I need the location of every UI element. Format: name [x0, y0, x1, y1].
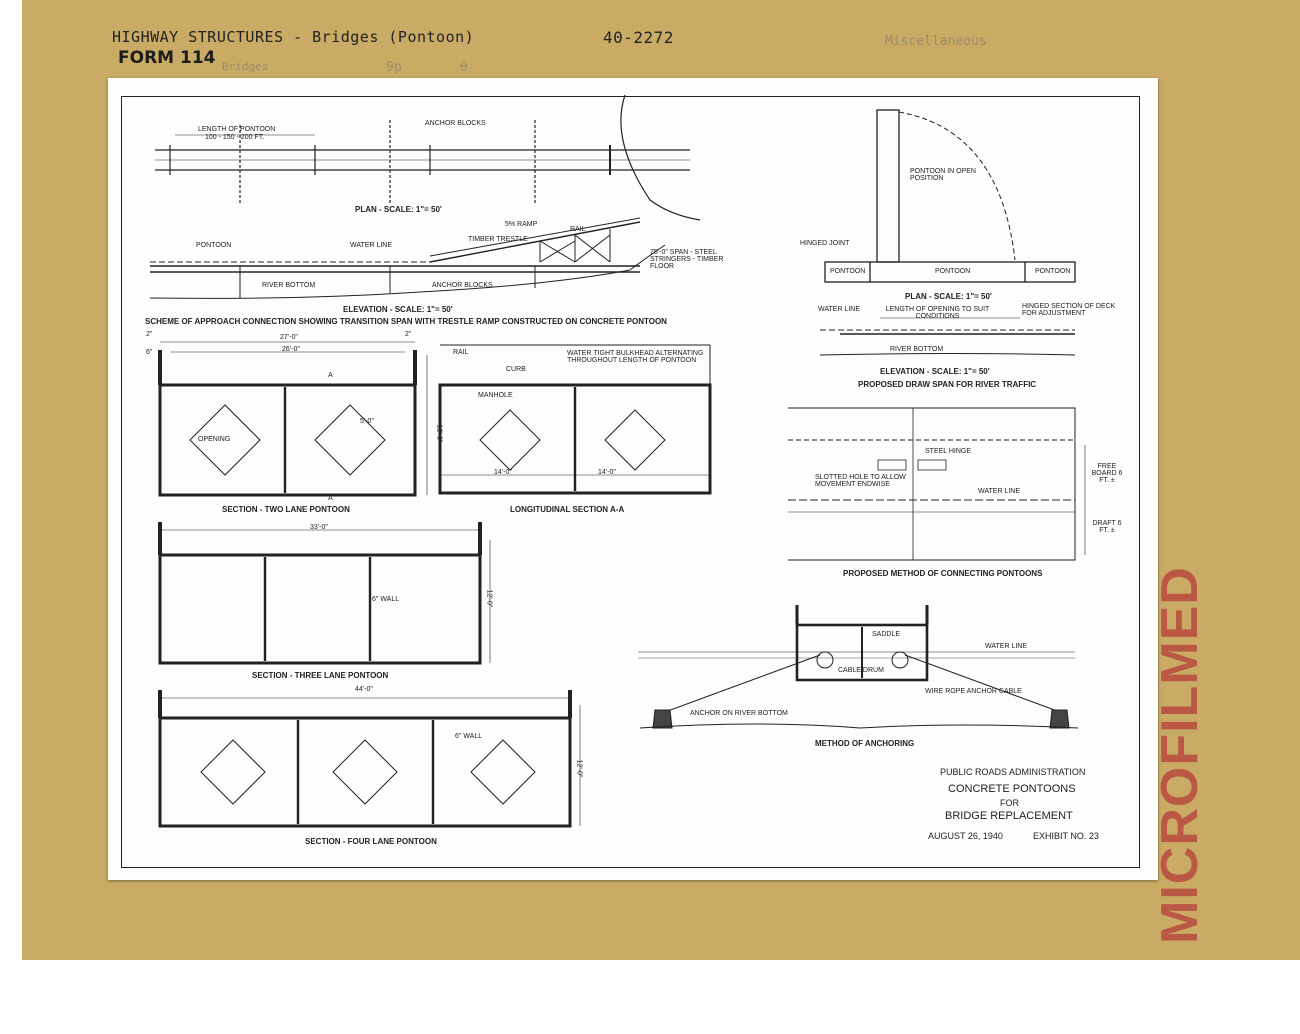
label-rail-long: RAIL [453, 349, 469, 356]
dim-33: 33'-0" [310, 524, 328, 531]
label-rail: RAIL [570, 226, 586, 233]
section-two-lane [160, 342, 427, 495]
dim-27: 27'-0" [280, 334, 298, 341]
faint-sub3: 0 [460, 60, 468, 75]
label-curb: CURB [506, 366, 526, 373]
plan-view-left [155, 95, 700, 220]
connecting-caption: PROPOSED METHOD OF CONNECTING PONTOONS [843, 569, 1043, 578]
dim-6in-left: 6" [146, 349, 153, 356]
label-water-line-c: WATER LINE [978, 488, 1021, 495]
dim-12-two: 12'-0" [435, 424, 443, 443]
label-timber-trestle: TIMBER TRESTLE [468, 236, 528, 243]
label-plan-pontoon-1: PONTOON [830, 268, 866, 275]
dim-5-a: 5'-0" [360, 418, 374, 425]
label-pontoon: PONTOON [196, 242, 232, 249]
section-three-lane [160, 522, 493, 663]
label-freeboard: FREE BOARD 6 FT. ± [1091, 463, 1123, 484]
label-steel-hinge: STEEL HINGE [925, 448, 972, 455]
label-anchor-river: ANCHOR ON RIVER BOTTOM [690, 710, 788, 717]
scheme-caption: SCHEME OF APPROACH CONNECTION SHOWING TRANSITION SPAN WITH TRESTLE RAMP CONSTRUCTED ON CONCRETE PONTOON [145, 317, 667, 326]
form-number: FORM 114 [118, 48, 216, 68]
faint-sub2: 9p [386, 60, 402, 75]
label-cable-drum: CABLE DRUM [838, 667, 884, 674]
label-elevation-scale-right: ELEVATION - SCALE: 1"= 50' [880, 367, 990, 376]
dim-14-b: 14'-0" [598, 469, 616, 476]
anchoring-caption: METHOD OF ANCHORING [815, 739, 915, 748]
dim-12-four: 12'-0" [575, 759, 583, 778]
microfilmed-stamp: MICROFILMED [1151, 566, 1209, 944]
longitudinal-section [440, 345, 710, 493]
title-agency: PUBLIC ROADS ADMINISTRATION [940, 767, 1086, 777]
label-ramp: 5% RAMP [505, 221, 538, 228]
label-river-bottom: RIVER BOTTOM [262, 282, 316, 289]
label-draft: DRAFT 6 FT. ± [1092, 520, 1122, 534]
label-water-line-r: WATER LINE [818, 306, 861, 313]
title-line3: BRIDGE REPLACEMENT [945, 810, 1073, 822]
label-anchor-blocks-2: ANCHOR BLOCKS [432, 282, 493, 289]
label-plan-scale-right: PLAN - SCALE: 1"= 50' [905, 292, 992, 301]
header-category: HIGHWAY STRUCTURES - Bridges (Pontoon) [112, 28, 475, 46]
label-wall-6-three: 6" WALL [372, 596, 400, 603]
draw-span-caption: PROPOSED DRAW SPAN FOR RIVER TRAFFIC [858, 380, 1037, 389]
label-manhole: MANHOLE [478, 392, 513, 399]
section-two-caption: SECTION - TWO LANE PONTOON [222, 505, 350, 514]
label-plan-scale-left: PLAN - SCALE: 1"= 50' [355, 205, 442, 214]
section-four-lane [160, 690, 583, 826]
label-length-values: 100 - 150 - 200 FT. [205, 134, 265, 141]
label-span-note: 75'-0" SPAN - STEEL STRINGERS - TIMBER FLOOR [650, 249, 724, 270]
title-line1: CONCRETE PONTOONS [948, 783, 1076, 795]
label-water-line-a: WATER LINE [985, 643, 1028, 650]
label-hinged-joint: HINGED JOINT [800, 240, 850, 247]
section-a-top: A [328, 372, 333, 379]
elevation-view-left [150, 218, 665, 298]
dim-44: 44'-0" [355, 686, 373, 693]
dim-2in-right: 2" [405, 331, 412, 338]
title-exhibit: EXHIBIT NO. 23 [1033, 831, 1099, 841]
faint-sub1: Bridges [222, 60, 269, 73]
faint-topright: Miscellaneous [885, 34, 987, 49]
longitudinal-caption: LONGITUDINAL SECTION A-A [510, 505, 625, 514]
title-line2: FOR [1000, 798, 1019, 808]
section-three-caption: SECTION - THREE LANE PONTOON [252, 671, 389, 680]
label-bulkhead: WATER TIGHT BULKHEAD ALTERNATING THROUGHOUT LENGTH OF PONTOON [567, 350, 704, 364]
label-elevation-scale-left: ELEVATION - SCALE: 1"= 50' [343, 305, 453, 314]
label-anchor-blocks: ANCHOR BLOCKS [425, 120, 486, 127]
file-number: 40-2272 [603, 28, 674, 47]
label-wall-6-four: 6" WALL [455, 733, 483, 740]
label-length-opening: LENGTH OF OPENING TO SUIT CONDITIONS [885, 306, 990, 320]
label-plan-pontoon-2: PONTOON [935, 268, 971, 275]
dim-2in-left: 2" [146, 331, 153, 338]
section-four-caption: SECTION - FOUR LANE PONTOON [305, 837, 437, 846]
dim-12-three: 12'-0" [485, 589, 493, 608]
label-water-line: WATER LINE [350, 242, 393, 249]
label-river-bottom-r: RIVER BOTTOM [890, 346, 944, 353]
elevation-view-right [820, 318, 1075, 355]
label-wire-rope: WIRE ROPE ANCHOR CABLE [925, 688, 1022, 695]
dim-26: 26'-0" [282, 346, 300, 353]
label-pontoon-open: PONTOON IN OPEN POSITION [910, 168, 976, 182]
label-slotted-hole: SLOTTED HOLE TO ALLOW MOVEMENT ENDWISE [815, 474, 906, 488]
label-opening: OPENING [198, 436, 231, 443]
title-date: AUGUST 26, 1940 [928, 831, 1003, 841]
label-saddle: SADDLE [872, 631, 901, 638]
label-plan-pontoon-3: PONTOON [1035, 268, 1071, 275]
plan-view-right [825, 110, 1075, 282]
label-length-of-pontoon: LENGTH OF PONTOON [198, 126, 276, 133]
dim-14-a: 14'-0" [494, 469, 512, 476]
label-hinged-section: HINGED SECTION OF DECK FOR ADJUSTMENT [1022, 303, 1116, 317]
section-a-bottom: A [328, 495, 333, 502]
